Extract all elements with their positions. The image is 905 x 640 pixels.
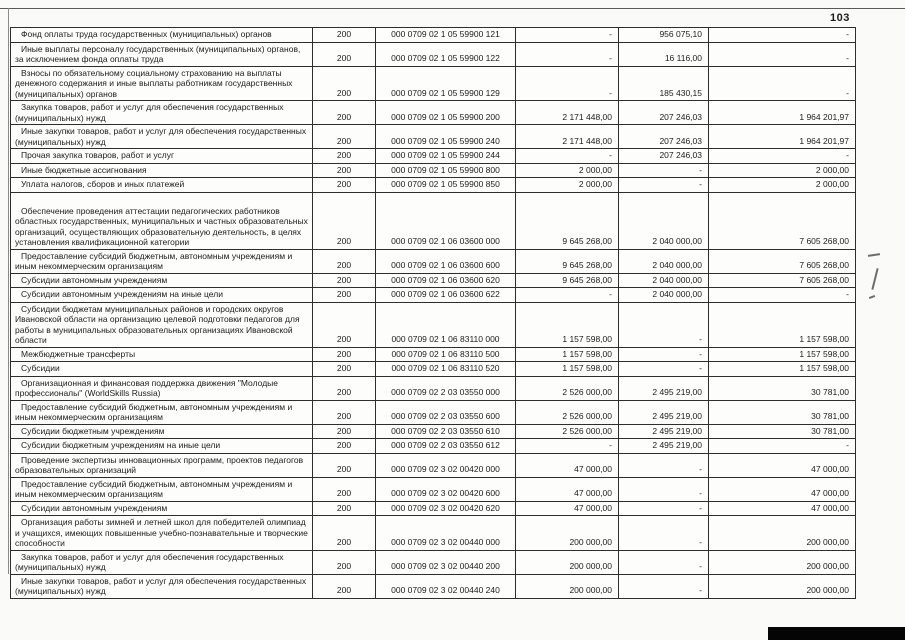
row-amount-executed: - [619,550,709,574]
row-description: Субсидии бюджетам муниципальных районов и городских округов Ивановской области на организацию целевой подготовки педагогов для работы в муниципальных образовательных организациях Ивановской области [11,302,313,347]
scan-artifact [871,268,878,290]
row-description: Иные бюджетные ассигнования [11,163,313,178]
row-amount-executed: - [619,501,709,516]
row-amount-remaining: 1 157 598,00 [709,302,856,347]
row-amount-remaining: - [709,149,856,164]
row-description: Иные закупки товаров, работ и услуг для обеспечения государственных (муниципальных) нужд [11,125,313,149]
row-amount-approved: 47 000,00 [516,501,619,516]
row-amount-approved: - [516,149,619,164]
table-row [11,192,856,249]
row-amount-executed: - [619,574,709,598]
row-budget-code: 000 0709 02 2 03 03550 612 [376,439,516,454]
row-budget-code: 000 0709 02 1 05 59900 200 [376,101,516,125]
row-description: Проведение экспертизы инновационных программ, проектов педагогов образовательных организаций [11,453,313,477]
row-line-code: 200 [313,66,376,101]
row-budget-code: 000 0709 02 2 03 03550 610 [376,424,516,439]
row-line-code: 200 [313,28,376,43]
row-budget-code: 000 0709 02 3 02 00420 600 [376,477,516,501]
row-amount-approved: 2 000,00 [516,178,619,193]
row-amount-executed: 16 116,00 [619,42,709,66]
row-amount-approved: 2 171 448,00 [516,125,619,149]
row-amount-executed: 185 430,15 [619,66,709,101]
row-line-code: 200 [313,149,376,164]
row-description: Субсидии автономным учреждениям на иные цели [11,288,313,303]
row-description: Межбюджетные трансферты [11,347,313,362]
table-row [11,28,856,43]
row-amount-approved: - [516,288,619,303]
row-description: Прочая закупка товаров, работ и услуг [11,149,313,164]
row-amount-approved: 2 526 000,00 [516,424,619,439]
row-line-code: 200 [313,163,376,178]
row-amount-remaining: 7 605 268,00 [709,273,856,288]
row-amount-executed: 207 246,03 [619,125,709,149]
row-amount-approved: 200 000,00 [516,516,619,551]
budget-table [10,27,856,599]
row-amount-executed: 2 495 219,00 [619,439,709,454]
row-amount-executed: - [619,178,709,193]
row-budget-code: 000 0709 02 3 02 00440 240 [376,574,516,598]
row-description: Субсидии автономным учреждениям [11,501,313,516]
row-description: Закупка товаров, работ и услуг для обеспечения государственных (муниципальных) нужд [11,101,313,125]
row-description: Субсидии бюджетным учреждениям [11,424,313,439]
table-row [11,347,856,362]
row-amount-remaining: 2 000,00 [709,178,856,193]
row-amount-remaining: 30 781,00 [709,376,856,400]
row-amount-remaining: 7 605 268,00 [709,192,856,249]
row-amount-approved: 200 000,00 [516,574,619,598]
row-amount-executed: 2 040 000,00 [619,273,709,288]
row-amount-approved: 2 526 000,00 [516,400,619,424]
table-row [11,362,856,377]
row-amount-approved: 47 000,00 [516,477,619,501]
table-row [11,439,856,454]
row-amount-approved: - [516,28,619,43]
row-amount-approved: 9 645 268,00 [516,249,619,273]
row-amount-executed: - [619,477,709,501]
table-row [11,66,856,101]
scan-black-bar [768,627,905,640]
row-amount-remaining: 30 781,00 [709,400,856,424]
row-budget-code: 000 0709 02 1 06 83110 000 [376,302,516,347]
scan-edge-left-line [8,8,9,574]
row-description: Фонд оплаты труда государственных (муниципальных) органов [11,28,313,43]
row-description: Взносы по обязательному социальному страхованию на выплаты денежного содержания и иные выплаты работникам государственных (муниципальных) органов [11,66,313,101]
row-description: Предоставление субсидий бюджетным, автономным учреждениям и иным некоммерческим организациям [11,477,313,501]
row-amount-executed: - [619,302,709,347]
table-row [11,178,856,193]
row-amount-approved: 2 526 000,00 [516,376,619,400]
row-description: Уплата налогов, сборов и иных платежей [11,178,313,193]
row-line-code: 200 [313,477,376,501]
table-row [11,477,856,501]
row-line-code: 200 [313,347,376,362]
table-row [11,453,856,477]
row-amount-executed: 2 040 000,00 [619,192,709,249]
row-line-code: 200 [313,178,376,193]
row-line-code: 200 [313,273,376,288]
table-row [11,574,856,598]
row-line-code: 200 [313,249,376,273]
row-amount-remaining: - [709,28,856,43]
row-line-code: 200 [313,192,376,249]
row-line-code: 200 [313,574,376,598]
row-amount-approved: 200 000,00 [516,550,619,574]
row-amount-approved: 1 157 598,00 [516,362,619,377]
table-row [11,163,856,178]
row-budget-code: 000 0709 02 1 06 03600 600 [376,249,516,273]
row-line-code: 200 [313,424,376,439]
row-line-code: 200 [313,302,376,347]
row-line-code: 200 [313,42,376,66]
row-budget-code: 000 0709 02 2 03 03550 600 [376,400,516,424]
row-amount-executed: - [619,362,709,377]
row-description: Субсидии автономным учреждениям [11,273,313,288]
row-description: Иные закупки товаров, работ и услуг для обеспечения государственных (муниципальных) нужд [11,574,313,598]
row-amount-executed: 956 075,10 [619,28,709,43]
row-amount-executed: - [619,453,709,477]
row-description: Обеспечение проведения аттестации педагогических работников областных государственных, муниципальных и частных образовательных организаций, осуществляющих образовательную деятельность, в целях установления квалификационной категории [11,192,313,249]
row-line-code: 200 [313,376,376,400]
row-amount-remaining: 1 964 201,97 [709,101,856,125]
row-description: Предоставление субсидий бюджетным, автономным учреждениям и иным некоммерческим организациям [11,249,313,273]
row-description: Субсидии [11,362,313,377]
row-amount-remaining: - [709,66,856,101]
table-row [11,516,856,551]
row-budget-code: 000 0709 02 1 06 03600 622 [376,288,516,303]
row-budget-code: 000 0709 02 3 02 00440 200 [376,550,516,574]
row-budget-code: 000 0709 02 3 02 00420 000 [376,453,516,477]
row-amount-executed: - [619,163,709,178]
scan-edge-top-line [0,8,905,9]
row-description: Закупка товаров, работ и услуг для обеспечения государственных (муниципальных) нужд [11,550,313,574]
row-amount-approved: 2 171 448,00 [516,101,619,125]
row-amount-executed: 207 246,03 [619,149,709,164]
table-row [11,101,856,125]
row-amount-executed: - [619,516,709,551]
row-amount-remaining: 1 157 598,00 [709,347,856,362]
row-amount-executed: 2 040 000,00 [619,249,709,273]
row-budget-code: 000 0709 02 1 05 59900 122 [376,42,516,66]
row-amount-approved: - [516,66,619,101]
scan-artifact [868,253,880,257]
row-amount-approved: - [516,439,619,454]
row-amount-approved: 2 000,00 [516,163,619,178]
row-amount-executed: 207 246,03 [619,101,709,125]
table-row [11,42,856,66]
row-amount-executed: 2 495 219,00 [619,424,709,439]
table-row [11,424,856,439]
scan-artifact [869,295,875,299]
row-amount-executed: 2 495 219,00 [619,400,709,424]
row-budget-code: 000 0709 02 1 05 59900 240 [376,125,516,149]
row-line-code: 200 [313,125,376,149]
row-description: Субсидии бюджетным учреждениям на иные цели [11,439,313,454]
table-row [11,550,856,574]
row-description: Предоставление субсидий бюджетным, автономным учреждениям и иным некоммерческим организациям [11,400,313,424]
row-budget-code: 000 0709 02 1 05 59900 800 [376,163,516,178]
row-amount-remaining: 200 000,00 [709,516,856,551]
row-budget-code: 000 0709 02 1 05 59900 129 [376,66,516,101]
row-budget-code: 000 0709 02 1 05 59900 850 [376,178,516,193]
row-amount-approved: 47 000,00 [516,453,619,477]
row-budget-code: 000 0709 02 3 02 00440 000 [376,516,516,551]
row-amount-approved: 9 645 268,00 [516,192,619,249]
row-amount-approved: - [516,42,619,66]
row-budget-code: 000 0709 02 1 05 59900 121 [376,28,516,43]
row-budget-code: 000 0709 02 2 03 03550 000 [376,376,516,400]
row-description: Организационная и финансовая поддержка движения "Молодые профессионалы" (WorldSkills Russia) [11,376,313,400]
row-budget-code: 000 0709 02 3 02 00420 620 [376,501,516,516]
table-row [11,249,856,273]
row-line-code: 200 [313,101,376,125]
row-amount-executed: 2 040 000,00 [619,288,709,303]
row-line-code: 200 [313,439,376,454]
table-row [11,288,856,303]
row-line-code: 200 [313,453,376,477]
row-budget-code: 000 0709 02 1 06 83110 520 [376,362,516,377]
table-row [11,125,856,149]
page-number: 103 [830,12,850,24]
row-budget-code: 000 0709 02 1 06 03600 000 [376,192,516,249]
row-amount-remaining: 2 000,00 [709,163,856,178]
row-amount-remaining: 200 000,00 [709,550,856,574]
row-amount-approved: 1 157 598,00 [516,302,619,347]
row-description: Иные выплаты персоналу государственных (муниципальных) органов, за исключением фонда оплаты труда [11,42,313,66]
row-line-code: 200 [313,362,376,377]
row-amount-remaining: 47 000,00 [709,501,856,516]
table-row [11,149,856,164]
row-amount-remaining: 1 964 201,97 [709,125,856,149]
row-amount-remaining: - [709,42,856,66]
row-amount-remaining: 7 605 268,00 [709,249,856,273]
row-line-code: 200 [313,501,376,516]
row-budget-code: 000 0709 02 1 06 03600 620 [376,273,516,288]
table-row [11,302,856,347]
row-amount-remaining: 47 000,00 [709,477,856,501]
row-line-code: 200 [313,400,376,424]
row-line-code: 200 [313,550,376,574]
row-description: Организация работы зимней и летней школ для победителей олимпиад и учащихся, имеющих повышенные учебно-познавательные и творческие способности [11,516,313,551]
row-budget-code: 000 0709 02 1 06 83110 500 [376,347,516,362]
row-line-code: 200 [313,288,376,303]
table-row [11,376,856,400]
row-amount-remaining: 200 000,00 [709,574,856,598]
row-amount-remaining: 30 781,00 [709,424,856,439]
row-amount-remaining: - [709,439,856,454]
row-line-code: 200 [313,516,376,551]
row-amount-remaining: 47 000,00 [709,453,856,477]
row-amount-approved: 1 157 598,00 [516,347,619,362]
row-amount-remaining: - [709,288,856,303]
row-amount-approved: 9 645 268,00 [516,273,619,288]
table-row [11,273,856,288]
row-budget-code: 000 0709 02 1 05 59900 244 [376,149,516,164]
table-row [11,501,856,516]
row-amount-executed: 2 495 219,00 [619,376,709,400]
table-row [11,400,856,424]
row-amount-executed: - [619,347,709,362]
row-amount-remaining: 1 157 598,00 [709,362,856,377]
